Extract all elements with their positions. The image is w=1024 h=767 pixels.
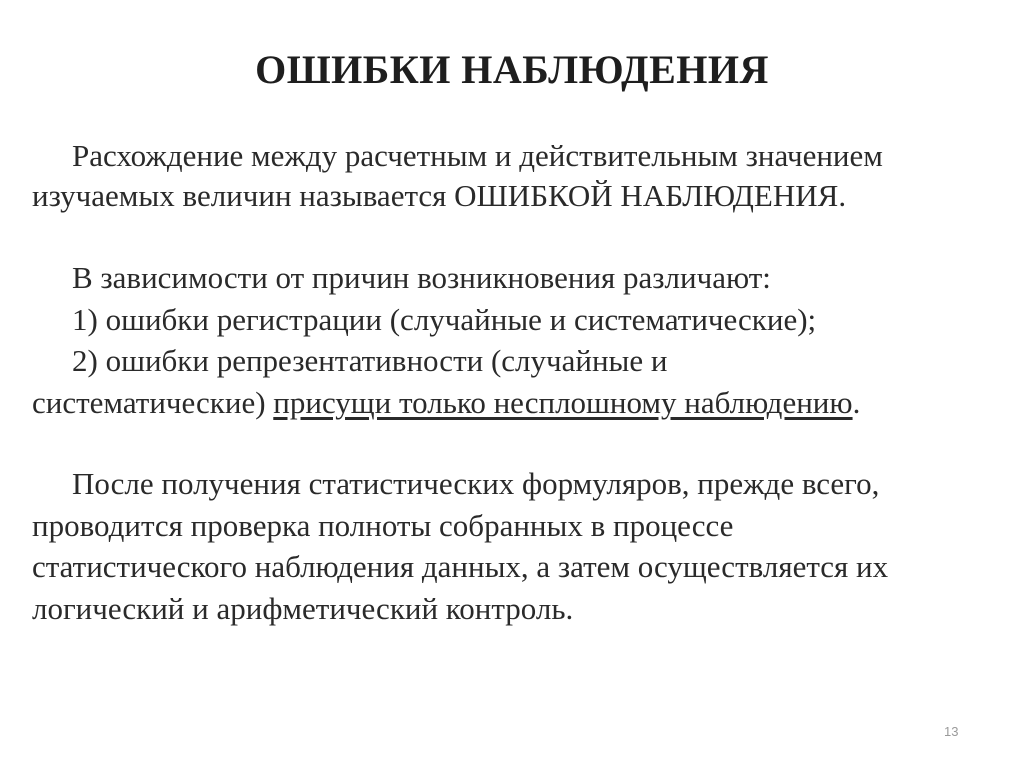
sentence-end: . bbox=[852, 385, 861, 420]
list-item-representativeness-errors-cont bbox=[32, 384, 860, 422]
paragraph3-line2: проводится проверка полноты собранных в процессе bbox=[32, 508, 734, 543]
paragraph3-line4: логический и арифметический контроль. bbox=[32, 591, 574, 626]
underlined-note: присущи только несплошному наблюдению bbox=[273, 385, 853, 420]
paragraph3-line3: статистического наблюдения данных, а затем осуществляется их bbox=[32, 549, 889, 584]
paragraph2-intro: В зависимости от причин возникновения различают: bbox=[72, 260, 771, 295]
systematic-text: систематические) bbox=[32, 385, 274, 420]
slide-title: ОШИБКИ НАБЛЮДЕНИЯ bbox=[255, 47, 769, 92]
paragraph3-line1: После получения статистических формуляров, прежде всего, bbox=[72, 466, 880, 501]
list-item-representativeness-errors: 2) ошибки репрезентативности (случайные и bbox=[72, 343, 668, 378]
paragraph1-line1: Расхождение между расчетным и действительным значением bbox=[72, 138, 883, 173]
list-item-registration-errors: 1) ошибки регистрации (случайные и систематические); bbox=[72, 302, 817, 337]
paragraph1-line2: изучаемых величин называется ОШИБКОЙ НАБЛЮДЕНИЯ. bbox=[32, 178, 847, 213]
page-number: 13 bbox=[944, 724, 959, 739]
